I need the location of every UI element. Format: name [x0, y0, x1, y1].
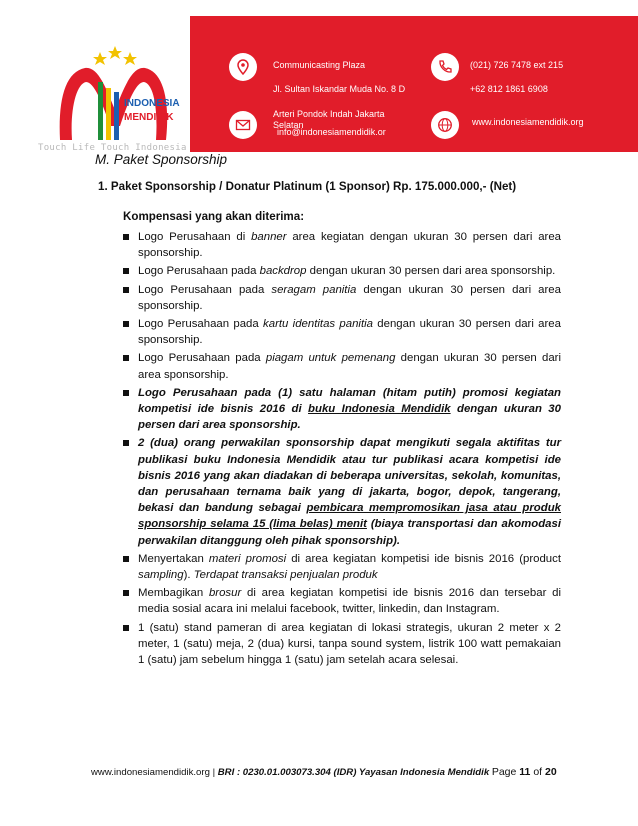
logo-text-line2: MENDIDIK [124, 112, 174, 123]
location-pin-icon [229, 53, 257, 81]
email-address: info@indonesiamendidik.or [277, 127, 386, 137]
list-item: Logo Perusahaan pada seragam panitia dengan ukuran 30 persen dari area sponsorship. [123, 282, 561, 314]
list-item: Logo Perusahaan pada piagam untuk pemenang dengan ukuran 30 persen dari area sponsorship. [123, 350, 561, 382]
logo-star-left [93, 52, 107, 65]
logo [40, 40, 220, 155]
phone-number-2: +62 812 1861 6908 [470, 84, 548, 94]
compensation-list [123, 229, 561, 670]
logo-pencil-green [98, 82, 103, 140]
website-address: www.indonesiamendidik.org [472, 117, 584, 127]
footer-bank: BRI : 0230.01.003073.304 (IDR) Yayasan Indonesia Mendidik [217, 767, 490, 778]
envelope-icon [229, 111, 257, 139]
header-band [190, 16, 638, 152]
footer [91, 766, 557, 778]
list-item: Menyertakan materi promosi di area kegiatan kompetisi ide bisnis 2016 (product sampling). Terdapat transaksi penjualan produk [123, 551, 561, 583]
address-line2: Jl. Sultan Iskandar Muda No. 8 D [273, 84, 406, 94]
tagline: Touch Life Touch Indonesia [38, 143, 187, 153]
compensation-label: Kompensasi yang akan diterima: [123, 210, 305, 223]
logo-text-line1: INDONESIA [124, 98, 180, 109]
address-line4: Selatan [273, 120, 304, 130]
logo-pencil-yellow [106, 88, 111, 140]
list-item: Logo Perusahaan di banner area kegiatan dengan ukuran 30 persen dari area sponsorship. [123, 229, 561, 261]
list-item: 2 (dua) orang perwakilan sponsorship dapat mengikuti segala aktifitas tur publikasi buku Indonesia Mendidik atau tur publikasi acara kompetisi ide bisnis 2016 yang akan diadakan di beberapa universitas, sekolah, komunitas, dan perusahaan ternama baik yang di jakarta, bogor, depok, tangerang, bekasi dan bandung sebagai pembicara mempromosikan jasa atau produk sponsorship selama 15 (lima belas) menit (biaya transportasi dan akomodasi perwakilan ditanggung oleh pihak sponsorship). [123, 435, 561, 548]
list-item: Membagikan brosur di area kegiatan kompetisi ide bisnis 2016 dan tersebar di media sosial acara ini melalui facebook, twitter, linkedin, dan Instagram. [123, 585, 561, 617]
section-title: M. Paket Sponsorship [95, 152, 228, 167]
logo-star-right [123, 52, 137, 65]
package-title: 1. Paket Sponsorship / Donatur Platinum (1 Sponsor) Rp. 175.000.000,- (Net) [98, 180, 517, 193]
globe-icon [431, 111, 459, 139]
phone-icon [431, 53, 459, 81]
list-item: Logo Perusahaan pada kartu identitas panitia dengan ukuran 30 persen dari area sponsorship. [123, 316, 561, 348]
list-item: Logo Perusahaan pada (1) satu halaman (hitam putih) promosi kegiatan kompetisi ide bisnis 2016 di buku Indonesia Mendidik dengan ukuran 30 persen dari area sponsorship. [123, 385, 561, 434]
footer-site: www.indonesiamendidik.org | [91, 767, 218, 778]
list-item: 1 (satu) stand pameran di area kegiatan di lokasi strategis, ukuran 2 meter x 2 meter, 1 (satu) meja, 2 (dua) kursi, tanpa sound system, listrik 100 watt pemakaian 1 (satu) jam sebelum hingga 1 (satu) jam setelah acara selesai. [123, 620, 561, 669]
logo-pencil-blue [114, 92, 119, 140]
phone-number-1: (021) 726 7478 ext 215 [470, 60, 564, 70]
logo-star-center [108, 46, 122, 59]
address-line3: Arteri Pondok Indah Jakarta [273, 109, 385, 119]
address-line1: Communicasting Plaza [273, 60, 366, 70]
page-number: Page 11 of 20 [491, 766, 557, 778]
list-item: Logo Perusahaan pada backdrop dengan ukuran 30 persen dari area sponsorship. [123, 263, 561, 279]
